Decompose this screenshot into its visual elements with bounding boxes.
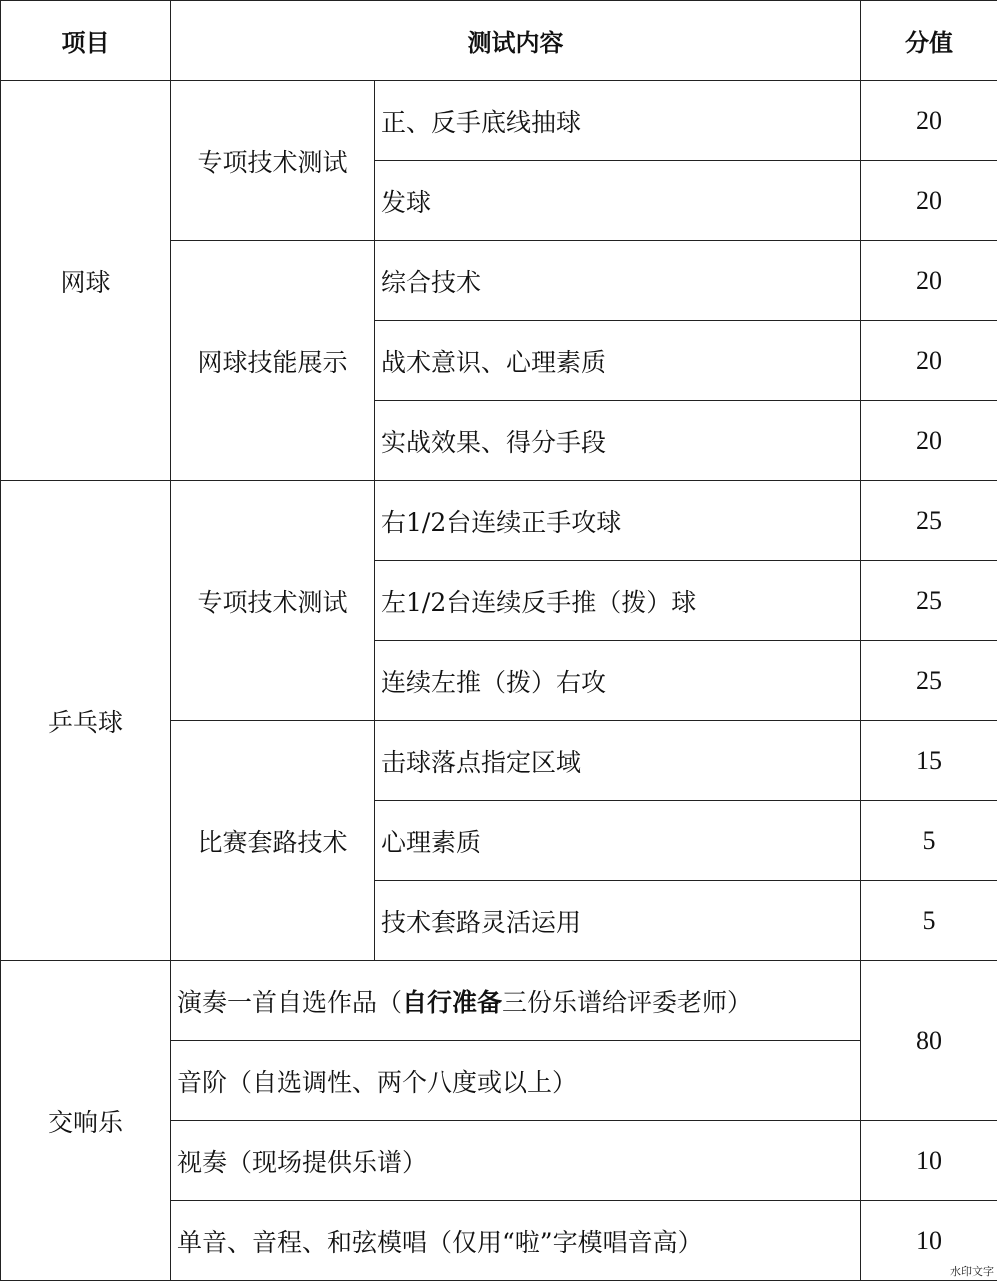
group-name: 比赛套路技术 (171, 721, 375, 961)
header-item: 项目 (1, 1, 171, 81)
content-cell: 视奏（现场提供乐谱） (171, 1121, 861, 1201)
content-cell: 战术意识、心理素质 (375, 321, 861, 401)
content-cell: 技术套路灵活运用 (375, 881, 861, 961)
item-tennis: 网球 (1, 81, 171, 481)
content-prefix: 演奏一首自选作品（ (177, 987, 403, 1017)
content-cell: 实战效果、得分手段 (375, 401, 861, 481)
table-row (1, 81, 997, 161)
content-suffix: 三份乐谱给评委老师） (502, 987, 753, 1017)
table-row (1, 481, 997, 561)
content-cell: 左1/2台连续反手推（拨）球 (375, 561, 861, 641)
content-bold: 自行准备 (402, 987, 503, 1017)
score-cell: 20 (861, 161, 997, 241)
score-cell: 20 (861, 321, 997, 401)
score-cell: 20 (861, 241, 997, 321)
group-name: 专项技术测试 (171, 81, 375, 241)
header-score: 分值 (861, 1, 997, 81)
group-name: 专项技术测试 (171, 481, 375, 721)
score-cell: 25 (861, 561, 997, 641)
table-row (1, 961, 997, 1041)
content-cell: 发球 (375, 161, 861, 241)
score-cell: 20 (861, 401, 997, 481)
item-symphony: 交响乐 (1, 961, 171, 1281)
content-cell: 击球落点指定区域 (375, 721, 861, 801)
score-cell: 15 (861, 721, 997, 801)
group-name: 网球技能展示 (171, 241, 375, 481)
content-cell (171, 961, 861, 1041)
score-cell: 80 (861, 961, 997, 1121)
score-cell: 10 (861, 1121, 997, 1201)
score-cell: 20 (861, 81, 997, 161)
score-cell: 25 (861, 641, 997, 721)
watermark-text: 水印文字 (950, 1265, 994, 1278)
content-cell: 连续左推（拨）右攻 (375, 641, 861, 721)
content-cell: 单音、音程、和弦模唱（仅用“啦”字模唱音高） (171, 1201, 861, 1281)
content-cell: 综合技术 (375, 241, 861, 321)
content-cell: 音阶（自选调性、两个八度或以上） (171, 1041, 861, 1121)
content-cell: 右1/2台连续正手攻球 (375, 481, 861, 561)
header-content: 测试内容 (171, 1, 861, 81)
score-cell: 10 (861, 1201, 997, 1281)
score-cell: 5 (861, 801, 997, 881)
score-cell: 25 (861, 481, 997, 561)
score-cell: 5 (861, 881, 997, 961)
content-cell: 正、反手底线抽球 (375, 81, 861, 161)
header-row (1, 1, 997, 81)
content-cell: 心理素质 (375, 801, 861, 881)
item-pingpong: 乒乓球 (1, 481, 171, 961)
